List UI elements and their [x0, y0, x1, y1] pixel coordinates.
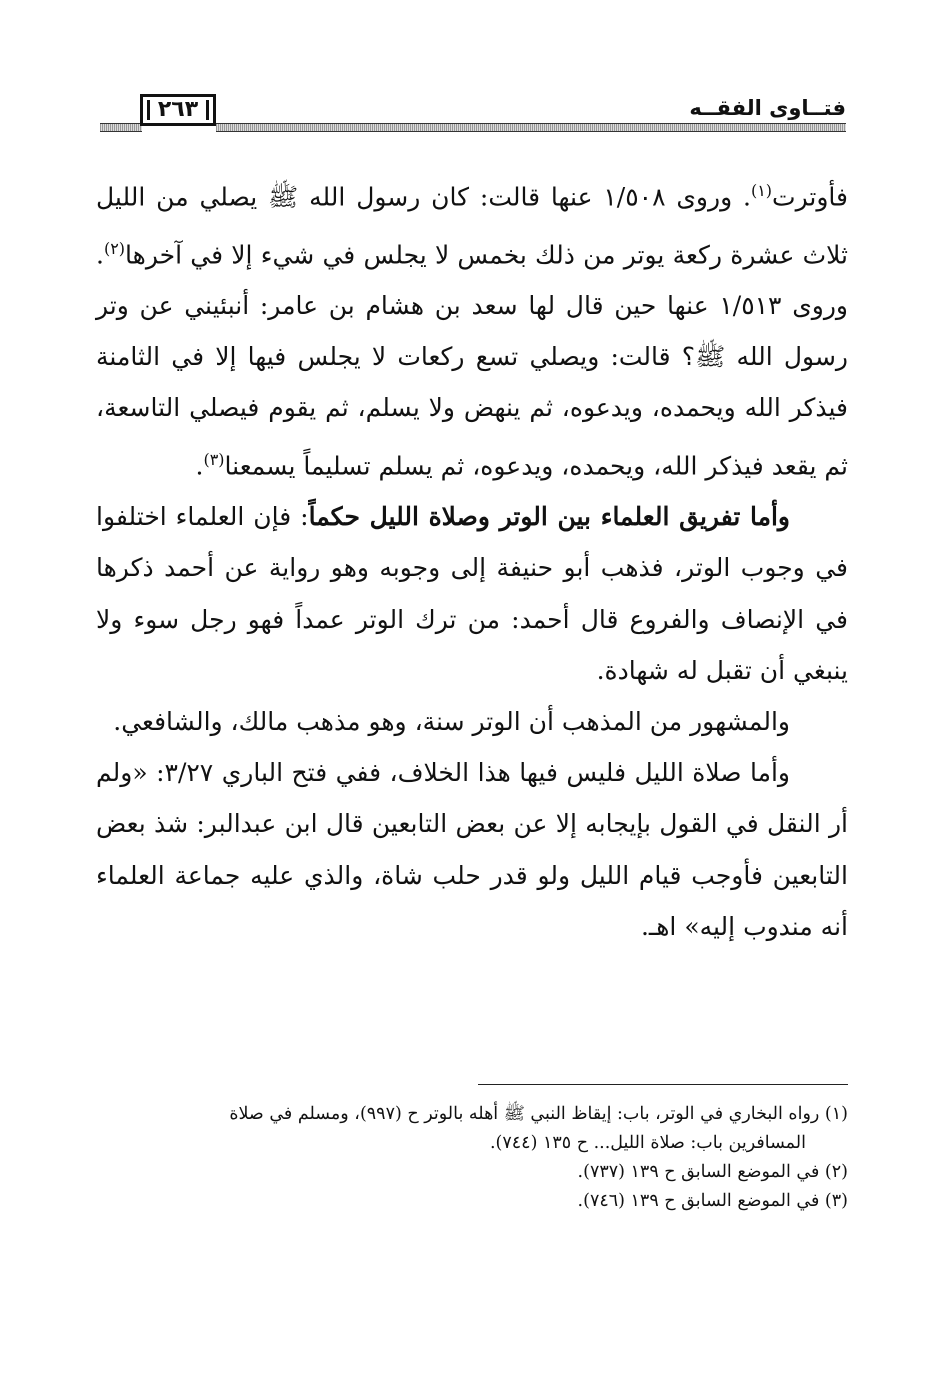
- footnote-ref-2: (٢): [103, 238, 126, 258]
- paragraph-2: [96, 491, 848, 696]
- footnote-ref-3: (٣): [203, 449, 225, 469]
- p1-text-3: . وروى ١/٥١٣ عنها حين قال لها سعد بن هشام بن عامر: أنبئيني عن وتر رسول الله ﷺ؟ قالت: ويصلي تسع ركعات لا يجلس فيها إلا في الثامنة فيذكر الله ويحمده، ويدعوه، ثم ينهض ولا يسلم، ثم يقوم فيصلي التاسعة، ثم يقعد فيذكر الله، ويحمده، ويدعوه، ثم يسلم تسليماً يسمعنا: [96, 239, 848, 480]
- footnote-ref-1: (١): [750, 181, 773, 200]
- footnote-2: (٢) في الموضع السابق ح ١٣٩ (٧٣٧).: [577, 1162, 848, 1182]
- main-text: [96, 165, 848, 952]
- header-rule-left: [100, 123, 142, 132]
- p1-text-1: فأوترت: [772, 182, 848, 212]
- footnote-separator: [478, 1084, 848, 1085]
- p2-text: : فإن العلماء اختلفوا في وجوب الوتر، فذهب أبو حنيفة إلى وجوبه وهو رواية عن أحمد ذكرها في الإنصاف والفروع قال أحمد: من ترك الوتر عمداً فهو رجل سوء ولا ينبغي أن تقبل له شهادة.: [96, 502, 848, 685]
- page-number: ٢٦٣: [140, 94, 216, 126]
- p2-bold-heading: وأما تفريق العلماء بين الوتر وصلاة الليل حكماً: [308, 502, 791, 532]
- header-rule: [216, 123, 846, 132]
- paragraph-4: وأما صلاة الليل فليس فيها هذا الخلاف، ففي فتح الباري ٣/٢٧: «ولم أر النقل في القول بإيجابه إلا عن بعض التابعين قال ابن عبدالبر: شذ بعض التابعين فأوجب قيام الليل ولو قدر حلب شاة، والذي عليه جماعة العلماء أنه مندوب إليه» اهـ.: [96, 758, 848, 941]
- p1-text-4: .: [195, 451, 204, 480]
- page-header: [100, 88, 846, 136]
- p1-text-2: . وروى ١/٥٠٨ عنها قالت: كان رسول الله ﷺ يصلي من الليل ثلاث عشرة ركعة يوتر من ذلك بخمس لا يجلس في شيء إلا في آخرها: [96, 182, 848, 269]
- footnote-1-line-1: (١) رواه البخاري في الوتر، باب: إيقاظ النبي ﷺ أهله بالوتر ح (٩٩٧)، ومسلم في صلاة: [229, 1104, 848, 1124]
- paragraph-1: [96, 165, 848, 491]
- footnote-1-line-2: المسافرين باب: صلاة الليل... ح ١٣٥ (٧٤٤).: [489, 1133, 806, 1153]
- header-title: فتــاوى الفقــه: [683, 96, 846, 120]
- footnote-3: (٣) في الموضع السابق ح ١٣٩ (٧٤٦).: [577, 1191, 848, 1211]
- paragraph-3: والمشهور من المذهب أن الوتر سنة، وهو مذهب مالك، والشافعي.: [113, 707, 790, 737]
- footnotes: [96, 1100, 848, 1216]
